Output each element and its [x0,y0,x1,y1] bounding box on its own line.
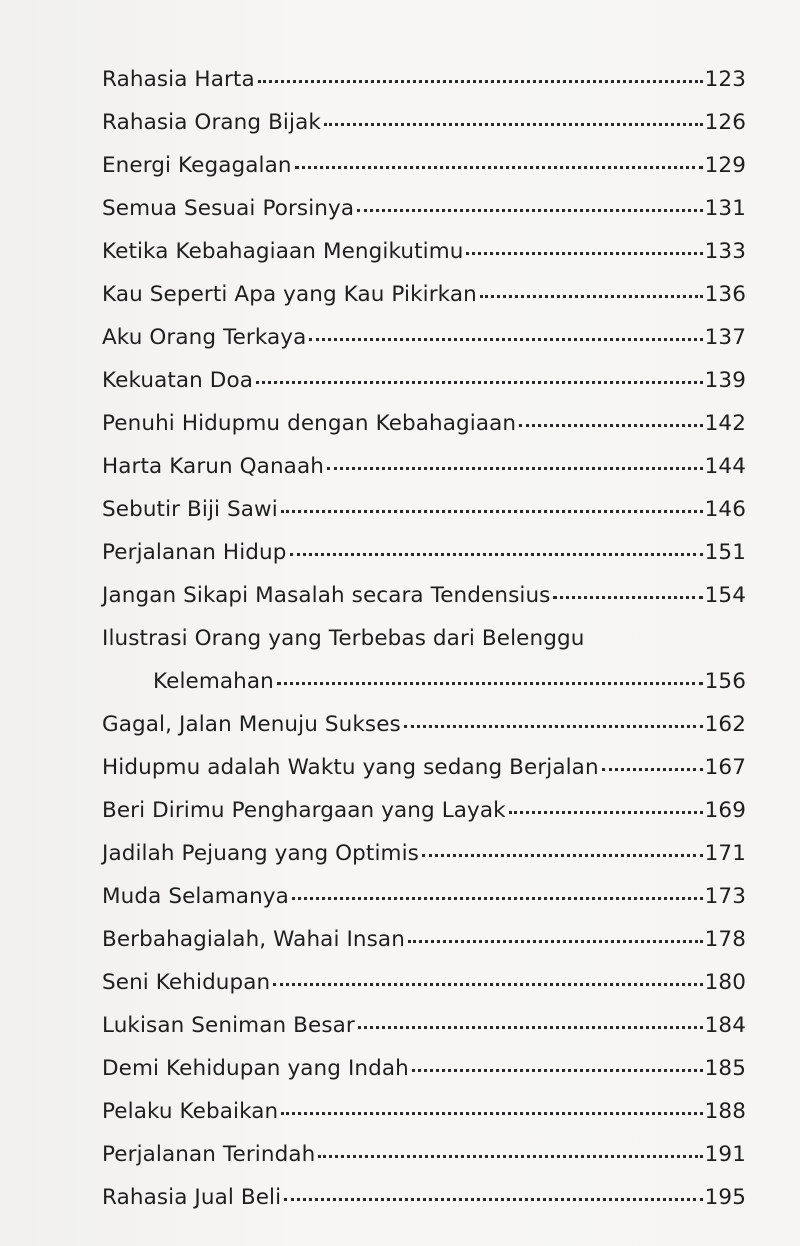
toc-entry-page: 180 [704,970,746,995]
toc-entry [102,1133,746,1176]
toc-entry-title: Rahasia Harta [102,67,255,92]
toc-entry-title: Perjalanan Terindah [102,1142,316,1167]
toc-entry-page: 169 [704,798,746,823]
toc-entry [102,1176,746,1219]
toc-entry-page: 173 [704,884,746,909]
toc-entry [102,574,746,617]
toc-entry-page: 154 [704,583,746,608]
dot-leader [553,596,702,599]
dot-leader [256,381,703,384]
toc-entry-title: Jangan Sikapi Masalah secara Tendensius [102,583,551,608]
toc-entry [102,832,746,875]
dot-leader [509,811,703,814]
toc-entry-page: 131 [704,196,746,221]
toc-entry [102,273,746,316]
dot-leader [412,1069,703,1072]
toc-entry-title: Perjalanan Hidup [102,540,287,565]
toc-entry-continuation [102,660,746,703]
dot-leader [519,424,703,427]
toc-entry-page: 185 [704,1056,746,1081]
dot-leader [277,682,703,685]
dot-leader [309,338,702,341]
toc-entry-first-line [102,617,746,660]
toc-entry-page: 178 [704,927,746,952]
toc-entry-title: Lukisan Seniman Besar [102,1013,355,1038]
toc-entry-page: 133 [704,239,746,264]
toc-entry-title: Kau Seperti Apa yang Kau Pikirkan [102,282,477,307]
toc-entry-title: Penuhi Hidupmu dengan Kebahagiaan [102,411,517,436]
toc-entry-page: 123 [704,67,746,92]
toc-entry [102,445,746,488]
toc-entry-title: Jadilah Pejuang yang Optimis [102,841,419,866]
toc-entry-title: Rahasia Jual Beli [102,1185,282,1210]
toc-entry [102,746,746,789]
toc-entry [102,1004,746,1047]
toc-entry-page: 136 [704,282,746,307]
toc-entry-title: Beri Dirimu Penghargaan yang Layak [102,798,506,823]
dot-leader [284,1198,702,1201]
toc-entry [102,58,746,101]
toc-entry-page: 167 [704,755,746,780]
toc-entry [102,961,746,1004]
toc-entry [102,359,746,402]
dot-leader [357,209,703,212]
toc-entry-title: Berbahagialah, Wahai Insan [102,927,405,952]
toc-entry-title: Kekuatan Doa [102,368,253,393]
toc-entry [102,875,746,918]
toc-entry [102,187,746,230]
dot-leader [295,166,703,169]
toc-entry-title: Energi Kegagalan [102,153,292,178]
toc-entry-page: 142 [704,411,746,436]
toc-entry-title: Seni Kehidupan [102,970,271,995]
toc-entry-page: 146 [704,497,746,522]
dot-leader [290,553,703,556]
dot-leader [324,123,703,126]
toc-entry [102,918,746,961]
toc-entry-page: 151 [704,540,746,565]
dot-leader [480,295,703,298]
toc-entry-title: Semua Sesuai Porsinya [102,196,355,221]
dot-leader [327,467,703,470]
toc-entry-title: Harta Karun Qanaah [102,454,324,479]
toc-entry-page: 137 [704,325,746,350]
toc-entry-page: 188 [704,1099,746,1124]
dot-leader [281,510,703,513]
toc-entry-page: 195 [704,1185,746,1210]
toc-entry [102,1047,746,1090]
toc-entry-page: 171 [704,841,746,866]
toc-entry [102,703,746,746]
table-of-contents [102,58,746,1219]
toc-entry [102,531,746,574]
toc-entry-page: 144 [704,454,746,479]
toc-entry-title: Rahasia Orang Bijak [102,110,321,135]
toc-entry-page: 156 [704,669,746,694]
dot-leader [358,1026,703,1029]
toc-entry [102,316,746,359]
toc-entry-title: Kelemahan [153,669,274,694]
toc-entry-page: 162 [704,712,746,737]
toc-entry [102,144,746,187]
toc-entry [102,488,746,531]
toc-entry-title: Gagal, Jalan Menuju Sukses [102,712,401,737]
toc-entry-title: Muda Selamanya [102,884,289,909]
dot-leader [466,252,702,255]
toc-entry [102,230,746,273]
toc-entry-title: Ilustrasi Orang yang Terbebas dari Belenggu [102,626,585,651]
toc-entry [102,789,746,832]
dot-leader [404,725,703,728]
dot-leader [318,1155,702,1158]
dot-leader [258,80,703,83]
toc-entry-page: 129 [704,153,746,178]
dot-leader [408,940,703,943]
dot-leader [422,854,703,857]
toc-entry-page: 191 [704,1142,746,1167]
toc-entry-page: 139 [704,368,746,393]
toc-entry-title: Hidupmu adalah Waktu yang sedang Berjalan [102,755,599,780]
toc-entry [102,1090,746,1133]
toc-entry-title: Pelaku Kebaikan [102,1099,279,1124]
dot-leader [273,983,702,986]
toc-entry-title: Demi Kehidupan yang Indah [102,1056,409,1081]
toc-entry-page: 184 [704,1013,746,1038]
toc-entry-page: 126 [704,110,746,135]
dot-leader [292,897,703,900]
toc-entry [102,402,746,445]
toc-entry-title: Aku Orang Terkaya [102,325,307,350]
dot-leader [281,1112,702,1115]
toc-entry [102,101,746,144]
toc-entry-title: Ketika Kebahagiaan Mengikutimu [102,239,464,264]
dot-leader [602,768,703,771]
toc-entry-title: Sebutir Biji Sawi [102,497,278,522]
